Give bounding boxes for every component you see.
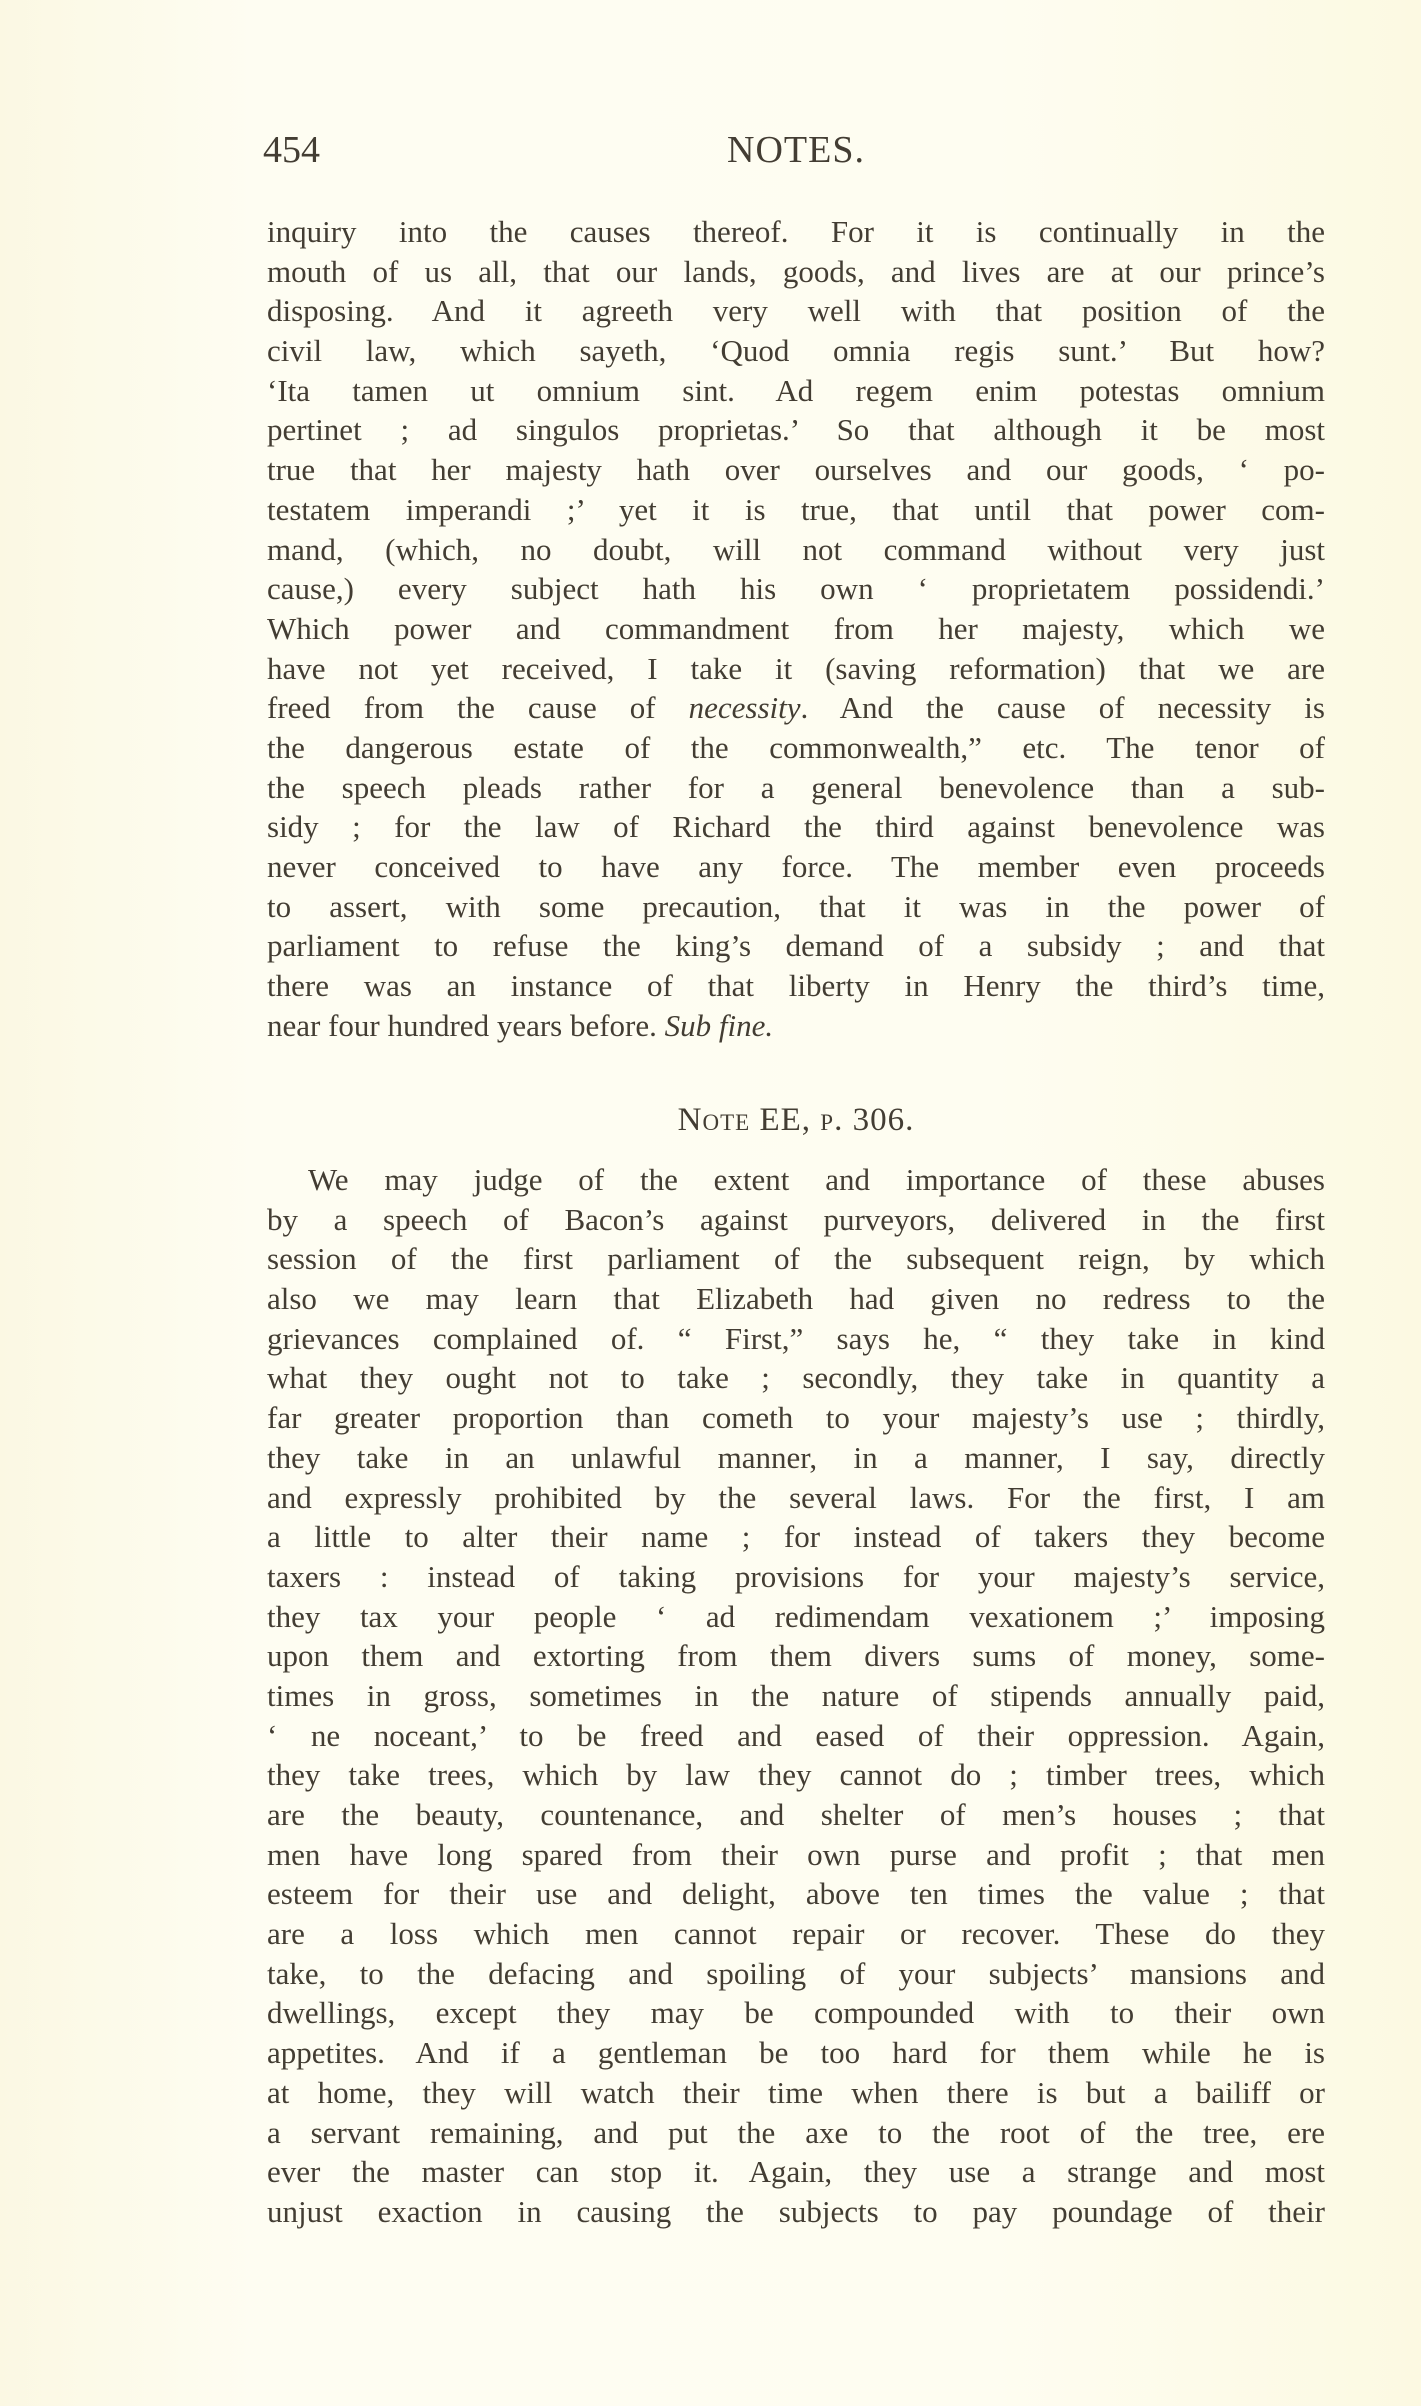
text-line [267,1478,1325,1518]
text-run: ‘Ita tamen ut omnium sint. Ad regem enim potestas omnium [267,372,1325,408]
text-line [267,1914,1325,1954]
text-run: testatem imperandi ;’ yet it is true, that until that power com- [267,491,1325,527]
text-line [267,252,1325,292]
text-line [267,1636,1325,1676]
text-run: what they ought not to take ; secondly, they take in quantity a [267,1360,1325,1396]
text-line [267,887,1325,927]
text-line [267,926,1325,966]
text-run: sidy ; for the law of Richard the third against benevolence was [267,809,1325,845]
text-run: taxers : instead of taking provisions for your majesty’s service, [267,1558,1325,1594]
text-line [267,1835,1325,1875]
text-line [267,1874,1325,1914]
text-run: ever the master can stop it. Again, they use a strange and most [267,2154,1325,2190]
text-run: by a speech of Bacon’s against purveyors, delivered in the first [267,1201,1325,1237]
text-run: and expressly prohibited by the several laws. For the first, I am [267,1479,1325,1515]
text-run: pertinet ; ad singulos proprietas.’ So that although it be most [267,412,1325,448]
text-run: they tax your people ‘ ad redimendam vexationem ;’ imposing [267,1598,1325,1634]
text-line [267,609,1325,649]
text-line [267,1398,1325,1438]
text-line [267,1755,1325,1795]
text-run: a servant remaining, and put the axe to the root of the tree, ere [267,2114,1325,2150]
paragraph-note-ee [267,1160,1325,2232]
text-run: unjust exaction in causing the subjects to pay poundage of their [267,2193,1325,2229]
text-line [267,649,1325,689]
text-line [267,490,1325,530]
text-line [267,1006,1325,1046]
text-run: . And the cause of necessity is [800,690,1325,726]
text-run: a little to alter their name ; for instead of takers they become [267,1519,1325,1555]
text-run: never conceived to have any force. The member even proceeds [267,849,1325,884]
text-line [267,2192,1325,2232]
text-run: they take trees, which by law they cannot do ; timber trees, which [267,1757,1325,1793]
text-run: are the beauty, countenance, and shelter of men’s houses ; that [267,1797,1325,1832]
text-line [267,1716,1325,1756]
text-line [267,410,1325,450]
text-line [267,569,1325,609]
text-line [267,530,1325,570]
text-line [267,212,1325,252]
text-line [267,2073,1325,2113]
text-run: upon them and extorting from them divers sums of money, some- [267,1638,1325,1674]
text-line [267,847,1325,887]
text-line [267,1319,1325,1359]
text-line [267,807,1325,847]
text-run: disposing. And it agreeth very well with that position of the [267,293,1325,329]
text-line [267,2033,1325,2073]
text-run: ‘ ne noceant,’ to be freed and eased of their oppression. Again, [267,1717,1325,1753]
running-title: NOTES. [727,129,865,171]
text-run: at home, they will watch their time when there is but a bailiff or [267,2074,1325,2110]
italic-text: necessity [688,690,801,726]
text-line [267,371,1325,411]
text-line [267,768,1325,808]
text-run: Which power and commandment from her majesty, which we [267,610,1325,646]
text-line [267,1239,1325,1279]
text-run: grievances complained of. “ First,” says he, “ they take in kind [267,1320,1325,1356]
text-run: civil law, which sayeth, ‘Quod omnia regis sunt.’ But how? [267,333,1325,369]
page-number: 454 [263,129,320,171]
text-run: they take in an unlawful manner, in a manner, I say, directly [267,1439,1325,1475]
text-line [267,291,1325,331]
text-run: near four hundred years before. [267,1007,665,1043]
text-run: mand, (which, no doubt, will not command without very just [267,531,1325,567]
text-line [267,688,1325,728]
text-run: We may judge of the extent and importance of these abuses [308,1162,1325,1197]
text-run: the dangerous estate of the commonwealth,” etc. The tenor of [267,729,1325,765]
text-run: the speech pleads rather for a general benevolence than a sub- [267,769,1325,805]
text-run: dwellings, except they may be compounded with to their own [267,1995,1325,2031]
text-line [267,1597,1325,1637]
text-run: esteem for their use and delight, above ten times the value ; that [267,1876,1325,1912]
text-line [267,2113,1325,2153]
text-line [267,1993,1325,2033]
text-run: mouth of us all, that our lands, goods, and lives are at our prince’s [267,253,1325,289]
text-run: session of the first parliament of the subsequent reign, by which [267,1241,1325,1277]
running-head [263,128,1329,172]
text-line [267,1517,1325,1557]
text-run: there was an instance of that liberty in Henry the third’s time, [267,968,1325,1004]
text-line [267,1795,1325,1835]
text-line [267,1557,1325,1597]
text-run: parliament to refuse the king’s demand of a subsidy ; and that [267,928,1325,964]
text-run: have not yet received, I take it (saving reformation) that we are [267,650,1325,686]
text-run: freed from the cause of [267,690,689,726]
paragraph-continuation [267,212,1325,1045]
text-run: to assert, with some precaution, that it was in the power of [267,888,1325,924]
text-line [267,1676,1325,1716]
text-line [267,1358,1325,1398]
text-line [267,331,1325,371]
text-run: are a loss which men cannot repair or recover. These do they [267,1916,1325,1952]
text-line [267,1200,1325,1240]
text-run: times in gross, sometimes in the nature of stipends annually paid, [267,1677,1325,1713]
text-run: cause,) every subject hath his own ‘ proprietatem possidendi.’ [267,571,1325,607]
section-heading-note-ee: Note EE, p. 306. [677,1102,915,1138]
text-line [267,1160,1325,1200]
text-run: men have long spared from their own purse and profit ; that men [267,1836,1325,1872]
text-line [267,728,1325,768]
text-run: inquiry into the causes thereof. For it is continually in the [267,214,1325,249]
text-run: far greater proportion than cometh to your majesty’s use ; thirdly, [267,1400,1325,1436]
text-line [267,1954,1325,1994]
text-line [267,450,1325,490]
italic-text: Sub fine. [664,1007,774,1043]
text-line [267,2152,1325,2192]
text-line [267,1438,1325,1478]
text-run: true that her majesty hath over ourselves and our goods, ‘ po- [267,452,1325,488]
text-run: also we may learn that Elizabeth had given no redress to the [267,1281,1325,1317]
text-line [267,966,1325,1006]
text-run: appetites. And if a gentleman be too hard for them while he is [267,2035,1325,2071]
text-run: take, to the defacing and spoiling of your subjects’ mansions and [267,1955,1325,1991]
text-line [267,1279,1325,1319]
